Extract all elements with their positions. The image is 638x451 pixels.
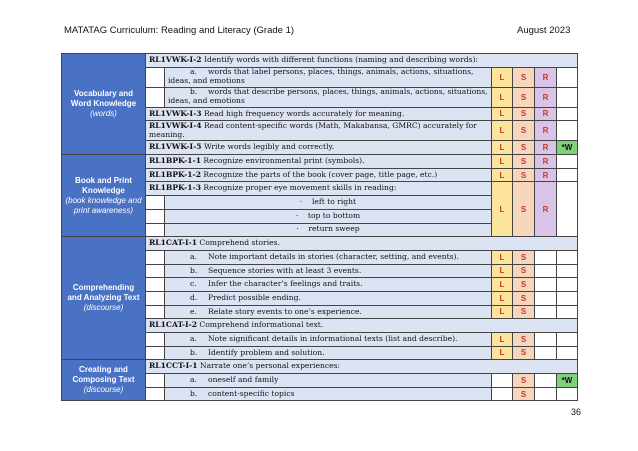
mark-s: S [513, 107, 535, 121]
competency-cell: RL1VWK-I-3 Read high frequency words accurately for meaning. [146, 107, 492, 121]
mark-empty [492, 374, 513, 388]
mark-empty [557, 182, 578, 237]
indent-cell [146, 278, 165, 292]
competency-cell: RL1BPK-1-3 Recognize proper eye movement skills in reading: [146, 182, 492, 196]
competency-cell: RL1BPK-1-2 Recognize the parts of the book (cover page, title page, etc.) [146, 168, 492, 182]
mark-r: R [535, 107, 557, 121]
mark-s: S [513, 87, 535, 107]
table-row [62, 155, 578, 169]
competency-table [61, 53, 578, 401]
indent-cell [146, 305, 165, 319]
indicator-cell: d. Predict possible ending. [165, 291, 492, 305]
mark-empty [557, 291, 578, 305]
indicator-cell: c. Infer the character’s feelings and traits. [165, 278, 492, 292]
mark-s: S [513, 67, 535, 87]
indent-cell [146, 264, 165, 278]
indent-cell [146, 374, 165, 388]
mark-s: S [513, 333, 535, 347]
mark-empty [535, 346, 557, 360]
mark-s: S [513, 278, 535, 292]
page-number: 36 [571, 407, 582, 417]
mark-s: S [513, 346, 535, 360]
competency-cell: RL1BPK-1-1 Recognize environmental print (symbols). [146, 155, 492, 169]
mark-empty [535, 305, 557, 319]
competency-cell: RL1VWK-I-5 Write words legibly and correctly. [146, 141, 492, 155]
domain-book-print: Book and Print Knowledge (book knowledge and print awareness) [62, 155, 146, 237]
mark-empty [557, 387, 578, 401]
mark-l: L [492, 291, 513, 305]
mark-s: S [513, 121, 535, 141]
mark-r: R [535, 182, 557, 237]
header-date: August 2023 [517, 25, 571, 36]
mark-empty [535, 278, 557, 292]
mark-s: S [513, 291, 535, 305]
mark-s: S [513, 155, 535, 169]
mark-s: S [513, 182, 535, 237]
mark-l: L [492, 168, 513, 182]
mark-empty [535, 250, 557, 264]
mark-s: S [513, 264, 535, 278]
mark-l: L [492, 264, 513, 278]
domain-creating: Creating and Composing Text (discourse) [62, 360, 146, 401]
mark-r: R [535, 168, 557, 182]
mark-s: S [513, 141, 535, 155]
table-row [62, 54, 578, 68]
indicator-cell: · left to right [165, 196, 492, 210]
mark-empty [557, 278, 578, 292]
indicator-cell: e. Relate story events to one’s experience. [165, 305, 492, 319]
domain-comprehending: Comprehending and Analyzing Text (discourse) [62, 237, 146, 360]
mark-r: R [535, 155, 557, 169]
indicator-cell: a. oneself and family [165, 374, 492, 388]
mark-s: S [513, 305, 535, 319]
mark-r: R [535, 67, 557, 87]
indicator-cell: · return sweep [165, 223, 492, 237]
mark-w: *W [557, 374, 578, 388]
indent-cell [146, 223, 165, 237]
mark-empty [535, 374, 557, 388]
indent-cell [146, 387, 165, 401]
mark-empty [535, 387, 557, 401]
mark-r: R [535, 87, 557, 107]
mark-s: S [513, 387, 535, 401]
indent-cell [146, 250, 165, 264]
mark-empty [557, 264, 578, 278]
competency-cell: RL1CAT-I-2 Comprehend informational text. [146, 319, 578, 333]
mark-empty [535, 291, 557, 305]
header-title: MATATAG Curriculum: Reading and Literacy (Grade 1) [64, 25, 295, 36]
mark-empty [557, 346, 578, 360]
mark-s: S [513, 374, 535, 388]
mark-l: L [492, 182, 513, 237]
mark-empty [557, 168, 578, 182]
mark-l: L [492, 155, 513, 169]
mark-l: L [492, 250, 513, 264]
mark-l: L [492, 305, 513, 319]
mark-w: *W [557, 141, 578, 155]
indent-cell [146, 196, 165, 210]
mark-l: L [492, 121, 513, 141]
mark-l: L [492, 87, 513, 107]
table-row [62, 360, 578, 374]
mark-s: S [513, 250, 535, 264]
mark-empty [535, 333, 557, 347]
mark-l: L [492, 67, 513, 87]
table-row [62, 237, 578, 251]
competency-cell: RL1CAT-I-1 Comprehend stories. [146, 237, 578, 251]
indicator-cell: a. Note important details in stories (character, setting, and events). [165, 250, 492, 264]
mark-r: R [535, 141, 557, 155]
competency-cell: RL1CCT-I-1 Narrate one’s personal experiences: [146, 360, 578, 374]
indicator-cell: b. Sequence stories with at least 3 events. [165, 264, 492, 278]
domain-vocabulary: Vocabulary and Word Knowledge (words) [62, 54, 146, 155]
mark-empty [557, 250, 578, 264]
indicator-cell: a. words that label persons, places, things, animals, actions, situations, ideas, and emotions [165, 67, 492, 87]
mark-s: S [513, 168, 535, 182]
mark-empty [535, 264, 557, 278]
mark-l: L [492, 107, 513, 121]
mark-l: L [492, 333, 513, 347]
mark-empty [557, 333, 578, 347]
indicator-cell: · top to bottom [165, 209, 492, 223]
indent-cell [146, 333, 165, 347]
indent-cell [146, 209, 165, 223]
mark-empty [492, 387, 513, 401]
mark-r: R [535, 121, 557, 141]
indicator-cell: b. content-specific topics [165, 387, 492, 401]
mark-empty [557, 305, 578, 319]
mark-l: L [492, 346, 513, 360]
indicator-cell: b. words that describe persons, places, things, animals, actions, situations, ideas, and emotions [165, 87, 492, 107]
indent-cell [146, 291, 165, 305]
competency-cell: RL1VWK-I-2 Identify words with different functions (naming and describing words): [146, 54, 578, 68]
indicator-cell: a. Note significant details in informational texts (list and describe). [165, 333, 492, 347]
indent-cell [146, 346, 165, 360]
mark-l: L [492, 141, 513, 155]
indicator-cell: b. Identify problem and solution. [165, 346, 492, 360]
mark-l: L [492, 278, 513, 292]
mark-empty [557, 155, 578, 169]
competency-cell: RL1VWK-I-4 Read content-specific words (Math, Makabansa, GMRC) accurately for meaning. [146, 121, 492, 141]
